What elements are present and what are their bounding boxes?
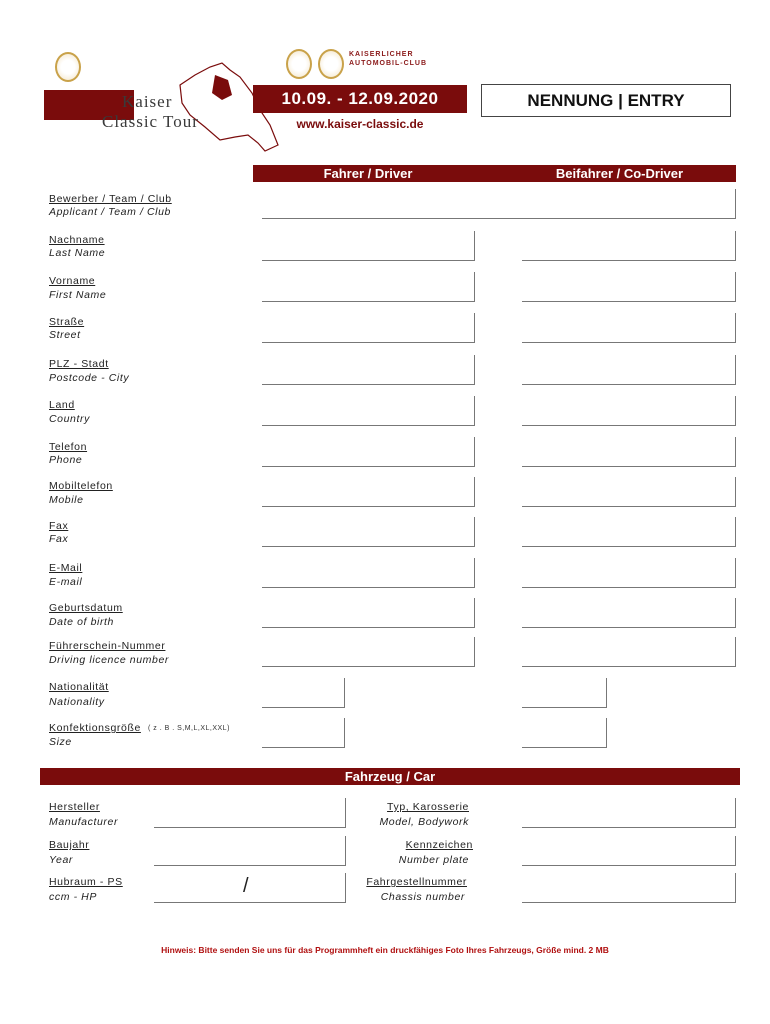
displacement-separator: /	[243, 875, 249, 897]
crest-icon	[55, 52, 81, 82]
driver-section-header	[253, 165, 736, 182]
codriver-email-field[interactable]	[522, 558, 736, 588]
label-displacement: Hubraum - PS	[49, 876, 123, 888]
driver-postcode-field[interactable]	[262, 355, 475, 385]
website-url[interactable]: www.kaiser-classic.de	[296, 117, 424, 131]
label-birthdate: Geburtsdatum	[49, 602, 123, 614]
driver-email-field[interactable]	[262, 558, 475, 588]
label-chassis-en: Chassis number	[380, 891, 465, 903]
label-applicant: Bewerber / Team / Club	[49, 193, 172, 205]
applicant-field[interactable]	[262, 189, 736, 219]
driver-mobile-field[interactable]	[262, 477, 475, 507]
label-fax-en: Fax	[49, 533, 69, 545]
car-section-header	[40, 768, 740, 785]
chassis-field[interactable]	[522, 873, 736, 903]
label-plate: Kennzeichen	[405, 839, 473, 851]
label-phone-en: Phone	[49, 454, 83, 466]
codriver-birthdate-field[interactable]	[522, 598, 736, 628]
driver-phone-field[interactable]	[262, 437, 475, 467]
label-postcode: PLZ - Stadt	[49, 358, 109, 370]
codriver-nationality-field[interactable]	[522, 678, 607, 708]
crest-icon	[286, 49, 312, 79]
logo-word-1: Kaiser	[122, 92, 173, 111]
label-country-en: Country	[49, 413, 90, 425]
label-email: E-Mail	[49, 562, 83, 574]
label-phone: Telefon	[49, 441, 88, 453]
driver-heading: Fahrer / Driver	[323, 166, 413, 181]
label-chassis: Fahrgestellnummer	[366, 876, 467, 888]
label-model: Typ, Karosserie	[387, 801, 469, 813]
label-manufacturer: Hersteller	[49, 801, 100, 813]
codriver-postcode-field[interactable]	[522, 355, 736, 385]
codriver-lastname-field[interactable]	[522, 231, 736, 261]
label-fax: Fax	[49, 520, 69, 532]
codriver-licence-field[interactable]	[522, 637, 736, 667]
label-firstname-en: First Name	[49, 289, 107, 301]
label-street: Straße	[49, 316, 85, 328]
model-field[interactable]	[522, 798, 736, 828]
codriver-size-field[interactable]	[522, 718, 607, 748]
codriver-phone-field[interactable]	[522, 437, 736, 467]
label-country: Land	[49, 399, 75, 411]
label-licence: Führerschein-Nummer	[49, 640, 166, 652]
driver-firstname-field[interactable]	[262, 272, 475, 302]
label-birthdate-en: Date of birth	[49, 616, 114, 628]
event-dates: 10.09. - 12.09.2020	[253, 85, 467, 113]
plate-field[interactable]	[522, 836, 736, 866]
manufacturer-field[interactable]	[154, 798, 346, 828]
label-nationality-en: Nationality	[49, 696, 105, 708]
label-nationality: Nationalität	[49, 681, 109, 693]
driver-birthdate-field[interactable]	[262, 598, 475, 628]
codriver-fax-field[interactable]	[522, 517, 736, 547]
codriver-firstname-field[interactable]	[522, 272, 736, 302]
label-year: Baujahr	[49, 839, 90, 851]
label-street-en: Street	[49, 329, 81, 341]
codriver-heading: Beifahrer / Co-Driver	[555, 166, 684, 181]
club-name: KAISERLICHER AUTOMOBIL-CLUB	[349, 51, 428, 67]
year-field[interactable]	[154, 836, 346, 866]
codriver-mobile-field[interactable]	[522, 477, 736, 507]
label-lastname: Nachname	[49, 234, 105, 246]
driver-fax-field[interactable]	[262, 517, 475, 547]
label-model-en: Model, Bodywork	[379, 816, 469, 828]
eagle-crest-icon	[318, 49, 344, 79]
label-manufacturer-en: Manufacturer	[49, 816, 119, 828]
label-size-en: Size	[49, 736, 72, 748]
driver-size-field[interactable]	[262, 718, 345, 748]
car-heading: Fahrzeug / Car	[344, 769, 436, 784]
label-size: Konfektionsgröße	[49, 722, 141, 734]
label-postcode-en: Postcode - City	[49, 372, 130, 384]
label-displacement-en: ccm - HP	[49, 891, 97, 903]
label-lastname-en: Last Name	[49, 247, 106, 259]
label-mobile: Mobiltelefon	[49, 480, 113, 492]
driver-licence-field[interactable]	[262, 637, 475, 667]
size-hint: ( z . B . S,M,L,XL,XXL)	[148, 725, 230, 732]
label-plate-en: Number plate	[398, 854, 469, 866]
displacement-hp-field[interactable]	[154, 873, 346, 903]
kaiser-classic-tour-logo	[40, 50, 270, 160]
label-mobile-en: Mobile	[49, 494, 84, 506]
logo-word-2: Classic Tour	[102, 112, 199, 131]
photo-note: Hinweis: Bitte senden Sie uns für das Programmheft ein druckfähiges Foto Ihres Fahrzeugs, Größe mind. 2 MB	[161, 945, 609, 955]
codriver-street-field[interactable]	[522, 313, 736, 343]
driver-lastname-field[interactable]	[262, 231, 475, 261]
label-licence-en: Driving licence number	[49, 654, 169, 666]
driver-country-field[interactable]	[262, 396, 475, 426]
label-year-en: Year	[49, 854, 73, 866]
form-title: NENNUNG | ENTRY	[481, 84, 731, 117]
label-applicant-en: Applicant / Team / Club	[49, 206, 171, 218]
label-email-en: E-mail	[49, 576, 83, 588]
codriver-country-field[interactable]	[522, 396, 736, 426]
club-logos	[283, 48, 453, 80]
driver-street-field[interactable]	[262, 313, 475, 343]
driver-nationality-field[interactable]	[262, 678, 345, 708]
label-firstname: Vorname	[49, 275, 96, 287]
